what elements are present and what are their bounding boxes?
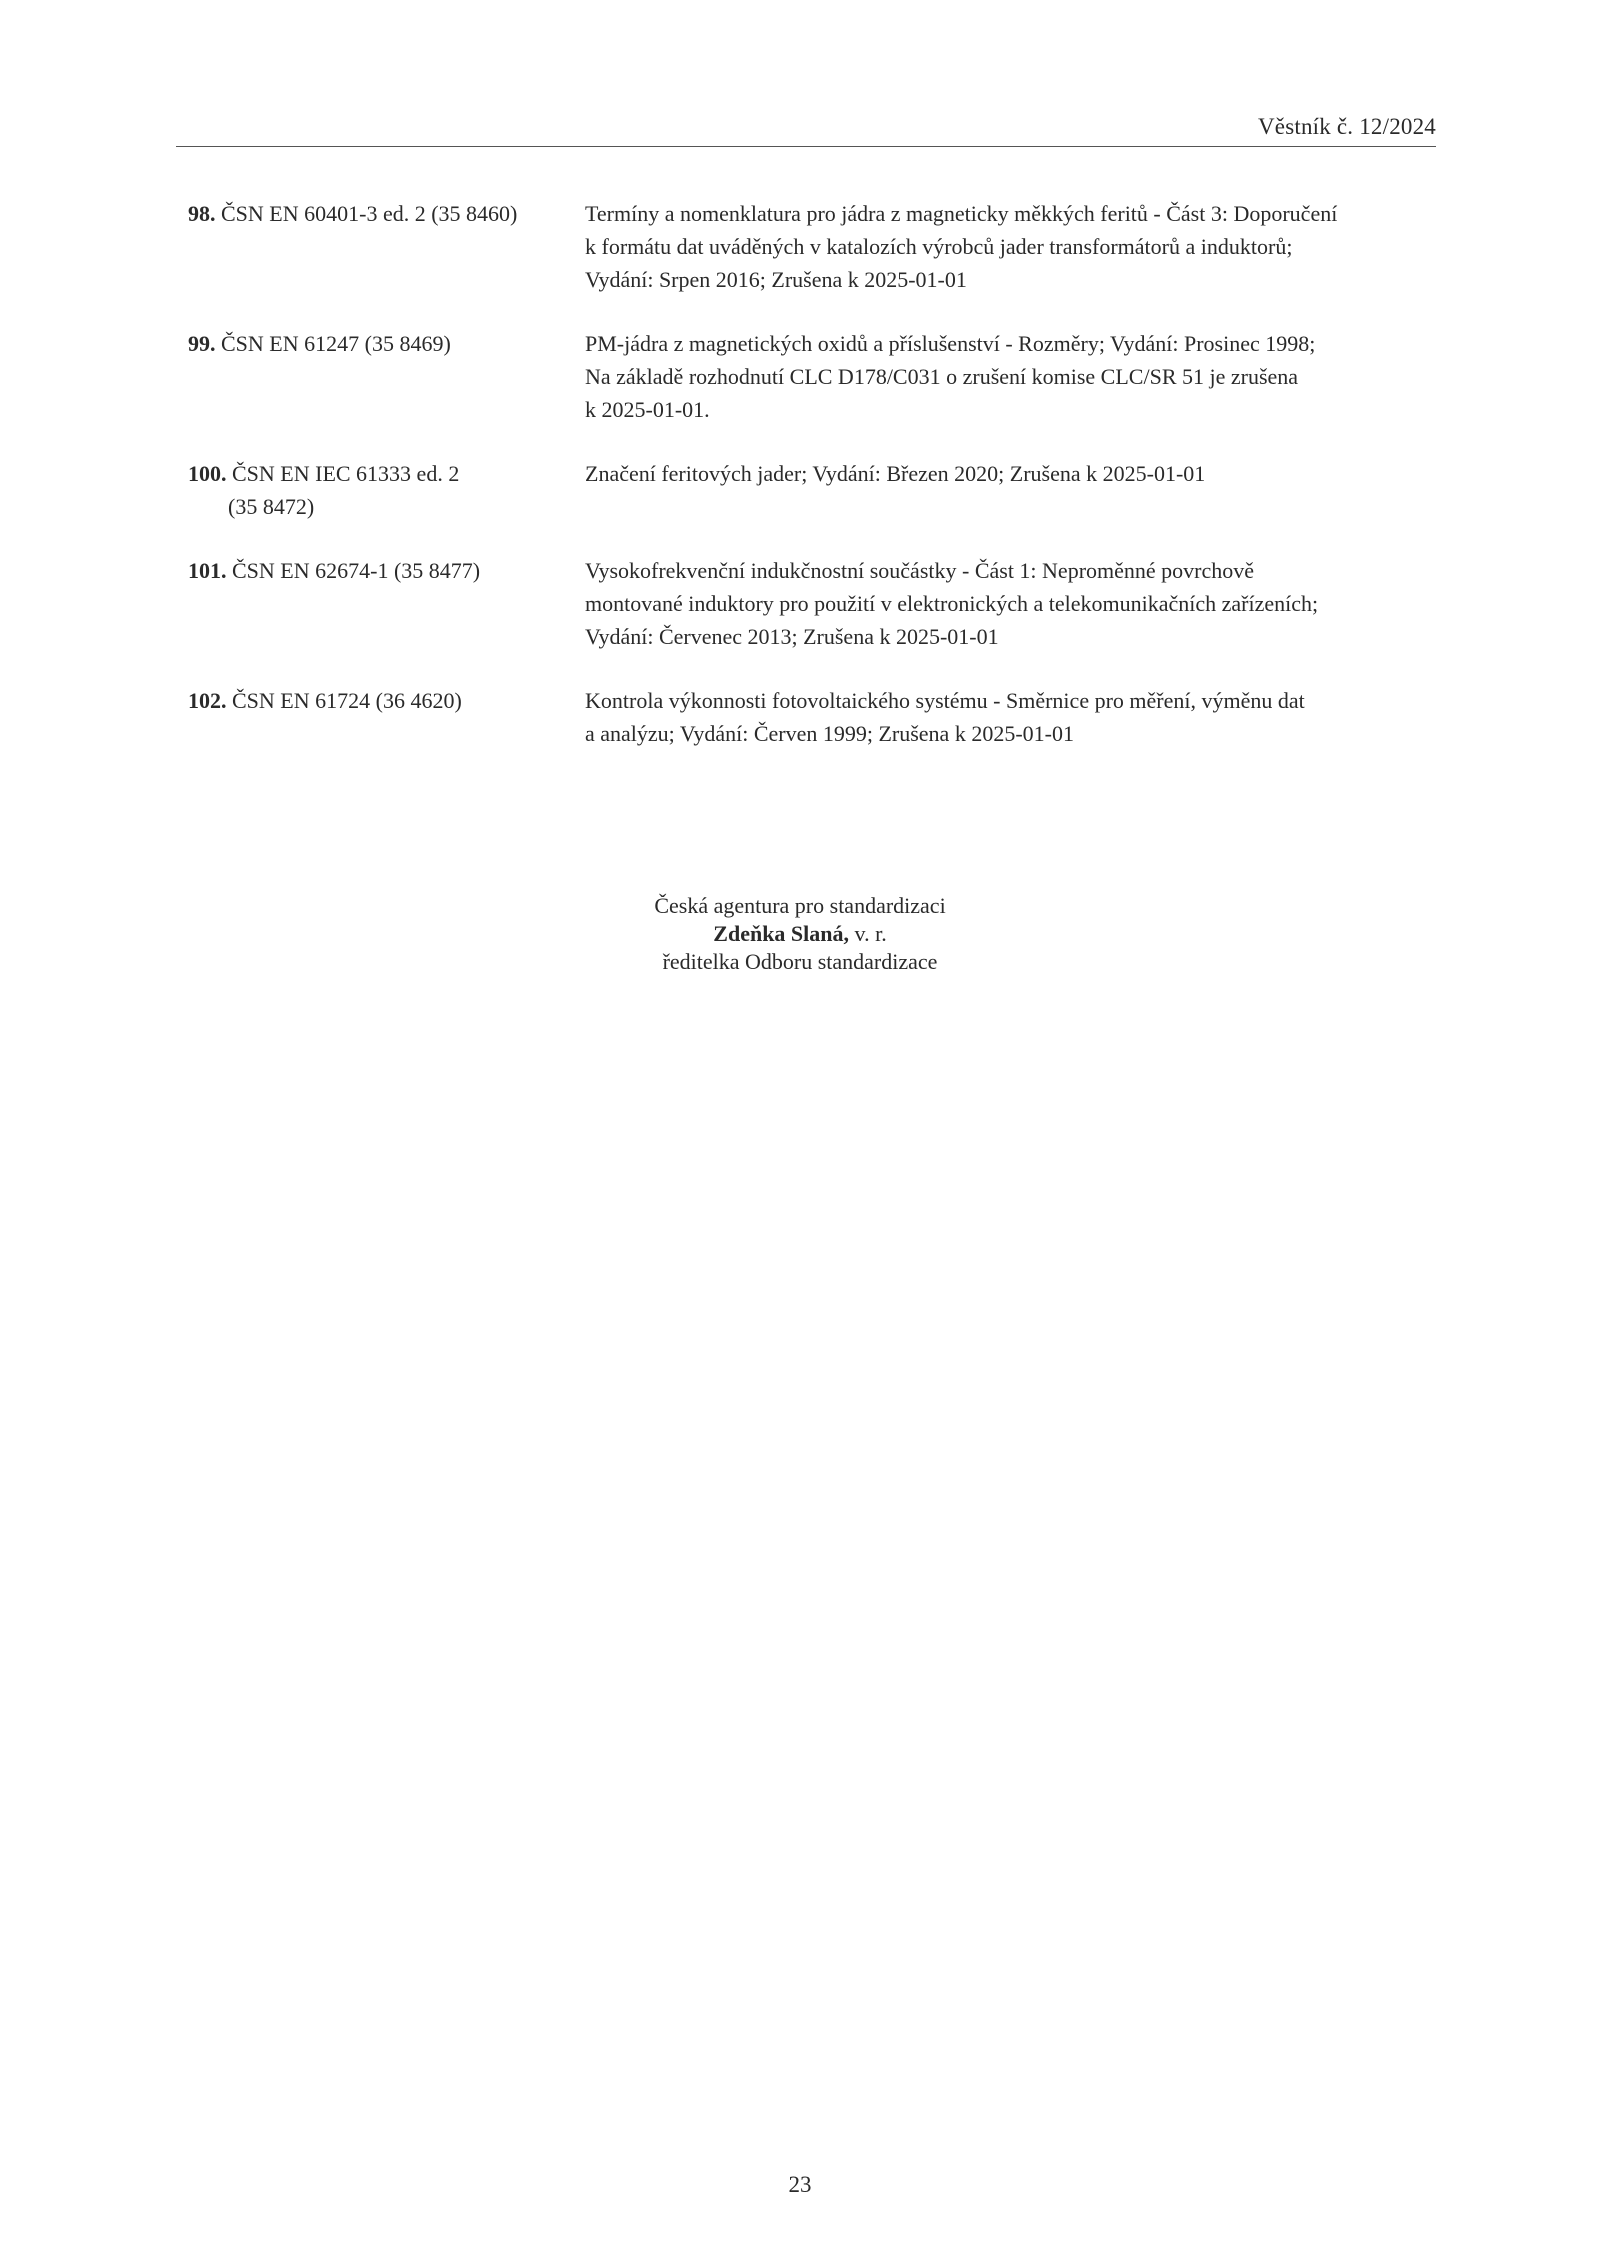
description-line: Termíny a nomenklatura pro jádra z magneticky měkkých feritů - Část 3: Doporučení — [585, 201, 1338, 226]
description-line: PM-jádra z magnetických oxidů a příslušenství - Rozměry; Vydání: Prosinec 1998; — [585, 331, 1316, 356]
item-number: 99. — [188, 331, 216, 356]
standard-designation-continued: (35 8472) — [228, 494, 315, 519]
list-item — [188, 684, 1436, 750]
item-number: 98. — [188, 201, 216, 226]
standard-code — [188, 684, 585, 750]
standard-designation: ČSN EN IEC 61333 ed. 2 — [226, 461, 460, 486]
description-line: Kontrola výkonnosti fotovoltaického systému - Směrnice pro měření, výměnu dat — [585, 688, 1305, 713]
standard-description — [585, 197, 1436, 296]
item-number: 101. — [188, 558, 227, 583]
item-number: 100. — [188, 461, 227, 486]
description-line: montované induktory pro použití v elektronických a telekomunikačních zařízeních; — [585, 591, 1319, 616]
standard-designation: ČSN EN 61247 (35 8469) — [215, 331, 451, 356]
standard-description — [585, 327, 1436, 426]
signature-suffix: v. r. — [849, 921, 887, 946]
standard-description — [585, 457, 1436, 523]
signatory-role: ředitelka Odboru standardizace — [662, 949, 938, 974]
standard-description — [585, 684, 1436, 750]
list-item — [188, 197, 1436, 296]
description-line: Vysokofrekvenční indukčnostní součástky - Část 1: Neproměnné povrchově — [585, 558, 1255, 583]
standard-code — [188, 554, 585, 653]
description-line: Vydání: Červenec 2013; Zrušena k 2025-01-01 — [585, 624, 999, 649]
journal-title: Věstník č. 12/2024 — [1258, 114, 1436, 139]
page-number: 23 — [788, 2172, 812, 2197]
list-item — [188, 327, 1436, 426]
description-line: k 2025-01-01. — [585, 397, 710, 422]
description-line: k formátu dat uváděných v katalozích výrobců jader transformátorů a induktorů; — [585, 234, 1293, 259]
standard-designation: ČSN EN 61724 (36 4620) — [226, 688, 462, 713]
signature-block — [0, 892, 1600, 976]
standard-code — [188, 457, 585, 523]
description-line: Značení feritových jader; Vydání: Březen 2020; Zrušena k 2025-01-01 — [585, 461, 1206, 486]
page-header — [176, 112, 1436, 147]
list-item — [188, 457, 1436, 523]
signature-name-line — [0, 920, 1600, 948]
list-item — [188, 554, 1436, 653]
description-line: Vydání: Srpen 2016; Zrušena k 2025-01-01 — [585, 267, 967, 292]
standard-code — [188, 197, 585, 296]
standard-description — [585, 554, 1436, 653]
description-line: Na základě rozhodnutí CLC D178/C031 o zrušení komise CLC/SR 51 je zrušena — [585, 364, 1299, 389]
standard-code — [188, 327, 585, 426]
description-line: a analýzu; Vydání: Červen 1999; Zrušena k 2025-01-01 — [585, 721, 1074, 746]
item-number: 102. — [188, 688, 227, 713]
standard-designation: ČSN EN 60401-3 ed. 2 (35 8460) — [215, 201, 518, 226]
standards-list — [188, 197, 1436, 750]
standard-designation: ČSN EN 62674-1 (35 8477) — [226, 558, 481, 583]
signature-organization: Česká agentura pro standardizaci — [654, 893, 946, 918]
signatory-name: Zdeňka Slaná, — [713, 921, 850, 946]
